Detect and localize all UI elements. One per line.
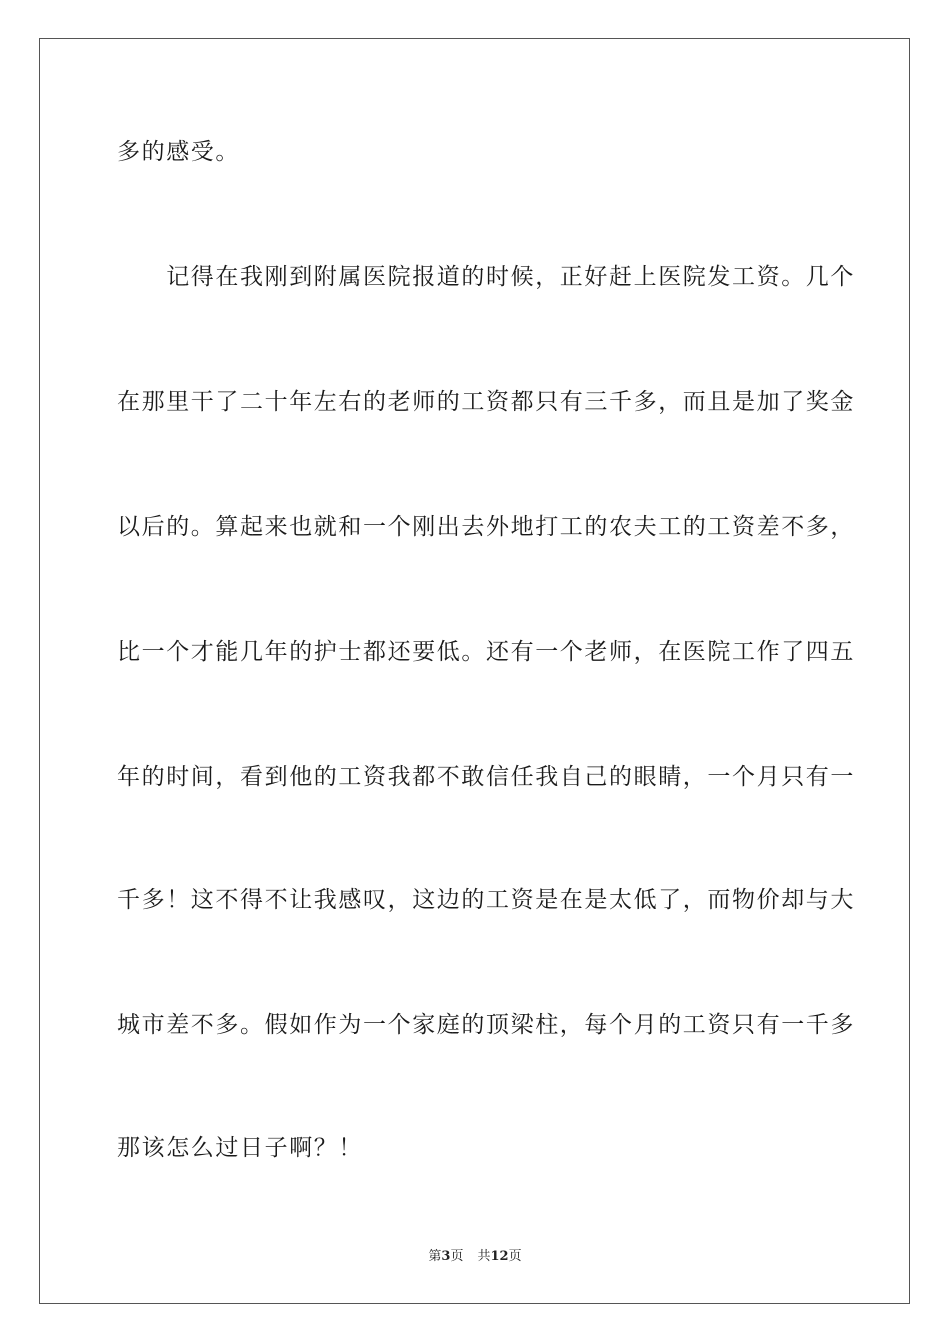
total-suffix: 页: [508, 1249, 522, 1264]
text-line: 年的时间，看到他的工资我都不敢信任我自己的眼睛，一个月只有一: [117, 764, 855, 790]
text-line: 千多！这不得不让我感叹，这边的工资是在是太低了，而物价却与大: [117, 887, 855, 913]
page-border: [39, 38, 910, 1304]
text-line: 记得在我刚到附属医院报道的时候，正好赶上医院发工资。几个: [117, 264, 855, 290]
text-line: 在那里干了二十年左右的老师的工资都只有三千多，而且是加了奖金: [117, 389, 855, 415]
text-line: 比一个才能几年的护士都还要低。还有一个老师，在医院工作了四五: [117, 639, 855, 665]
total-pages: 12: [490, 1249, 509, 1264]
text-line: 多的感受。: [117, 139, 240, 165]
page-suffix: 页: [450, 1249, 464, 1264]
page-prefix: 第: [428, 1249, 442, 1264]
text-line: 那该怎么过日子啊？！: [117, 1135, 363, 1161]
page-footer: [0, 1248, 950, 1266]
page-number: 3: [441, 1249, 451, 1264]
text-line: 以后的。算起来也就和一个刚出去外地打工的农夫工的工资差不多，: [117, 514, 855, 540]
text-line: 城市差不多。假如作为一个家庭的顶梁柱，每个月的工资只有一千多: [117, 1012, 855, 1038]
total-prefix: 共: [477, 1249, 491, 1264]
